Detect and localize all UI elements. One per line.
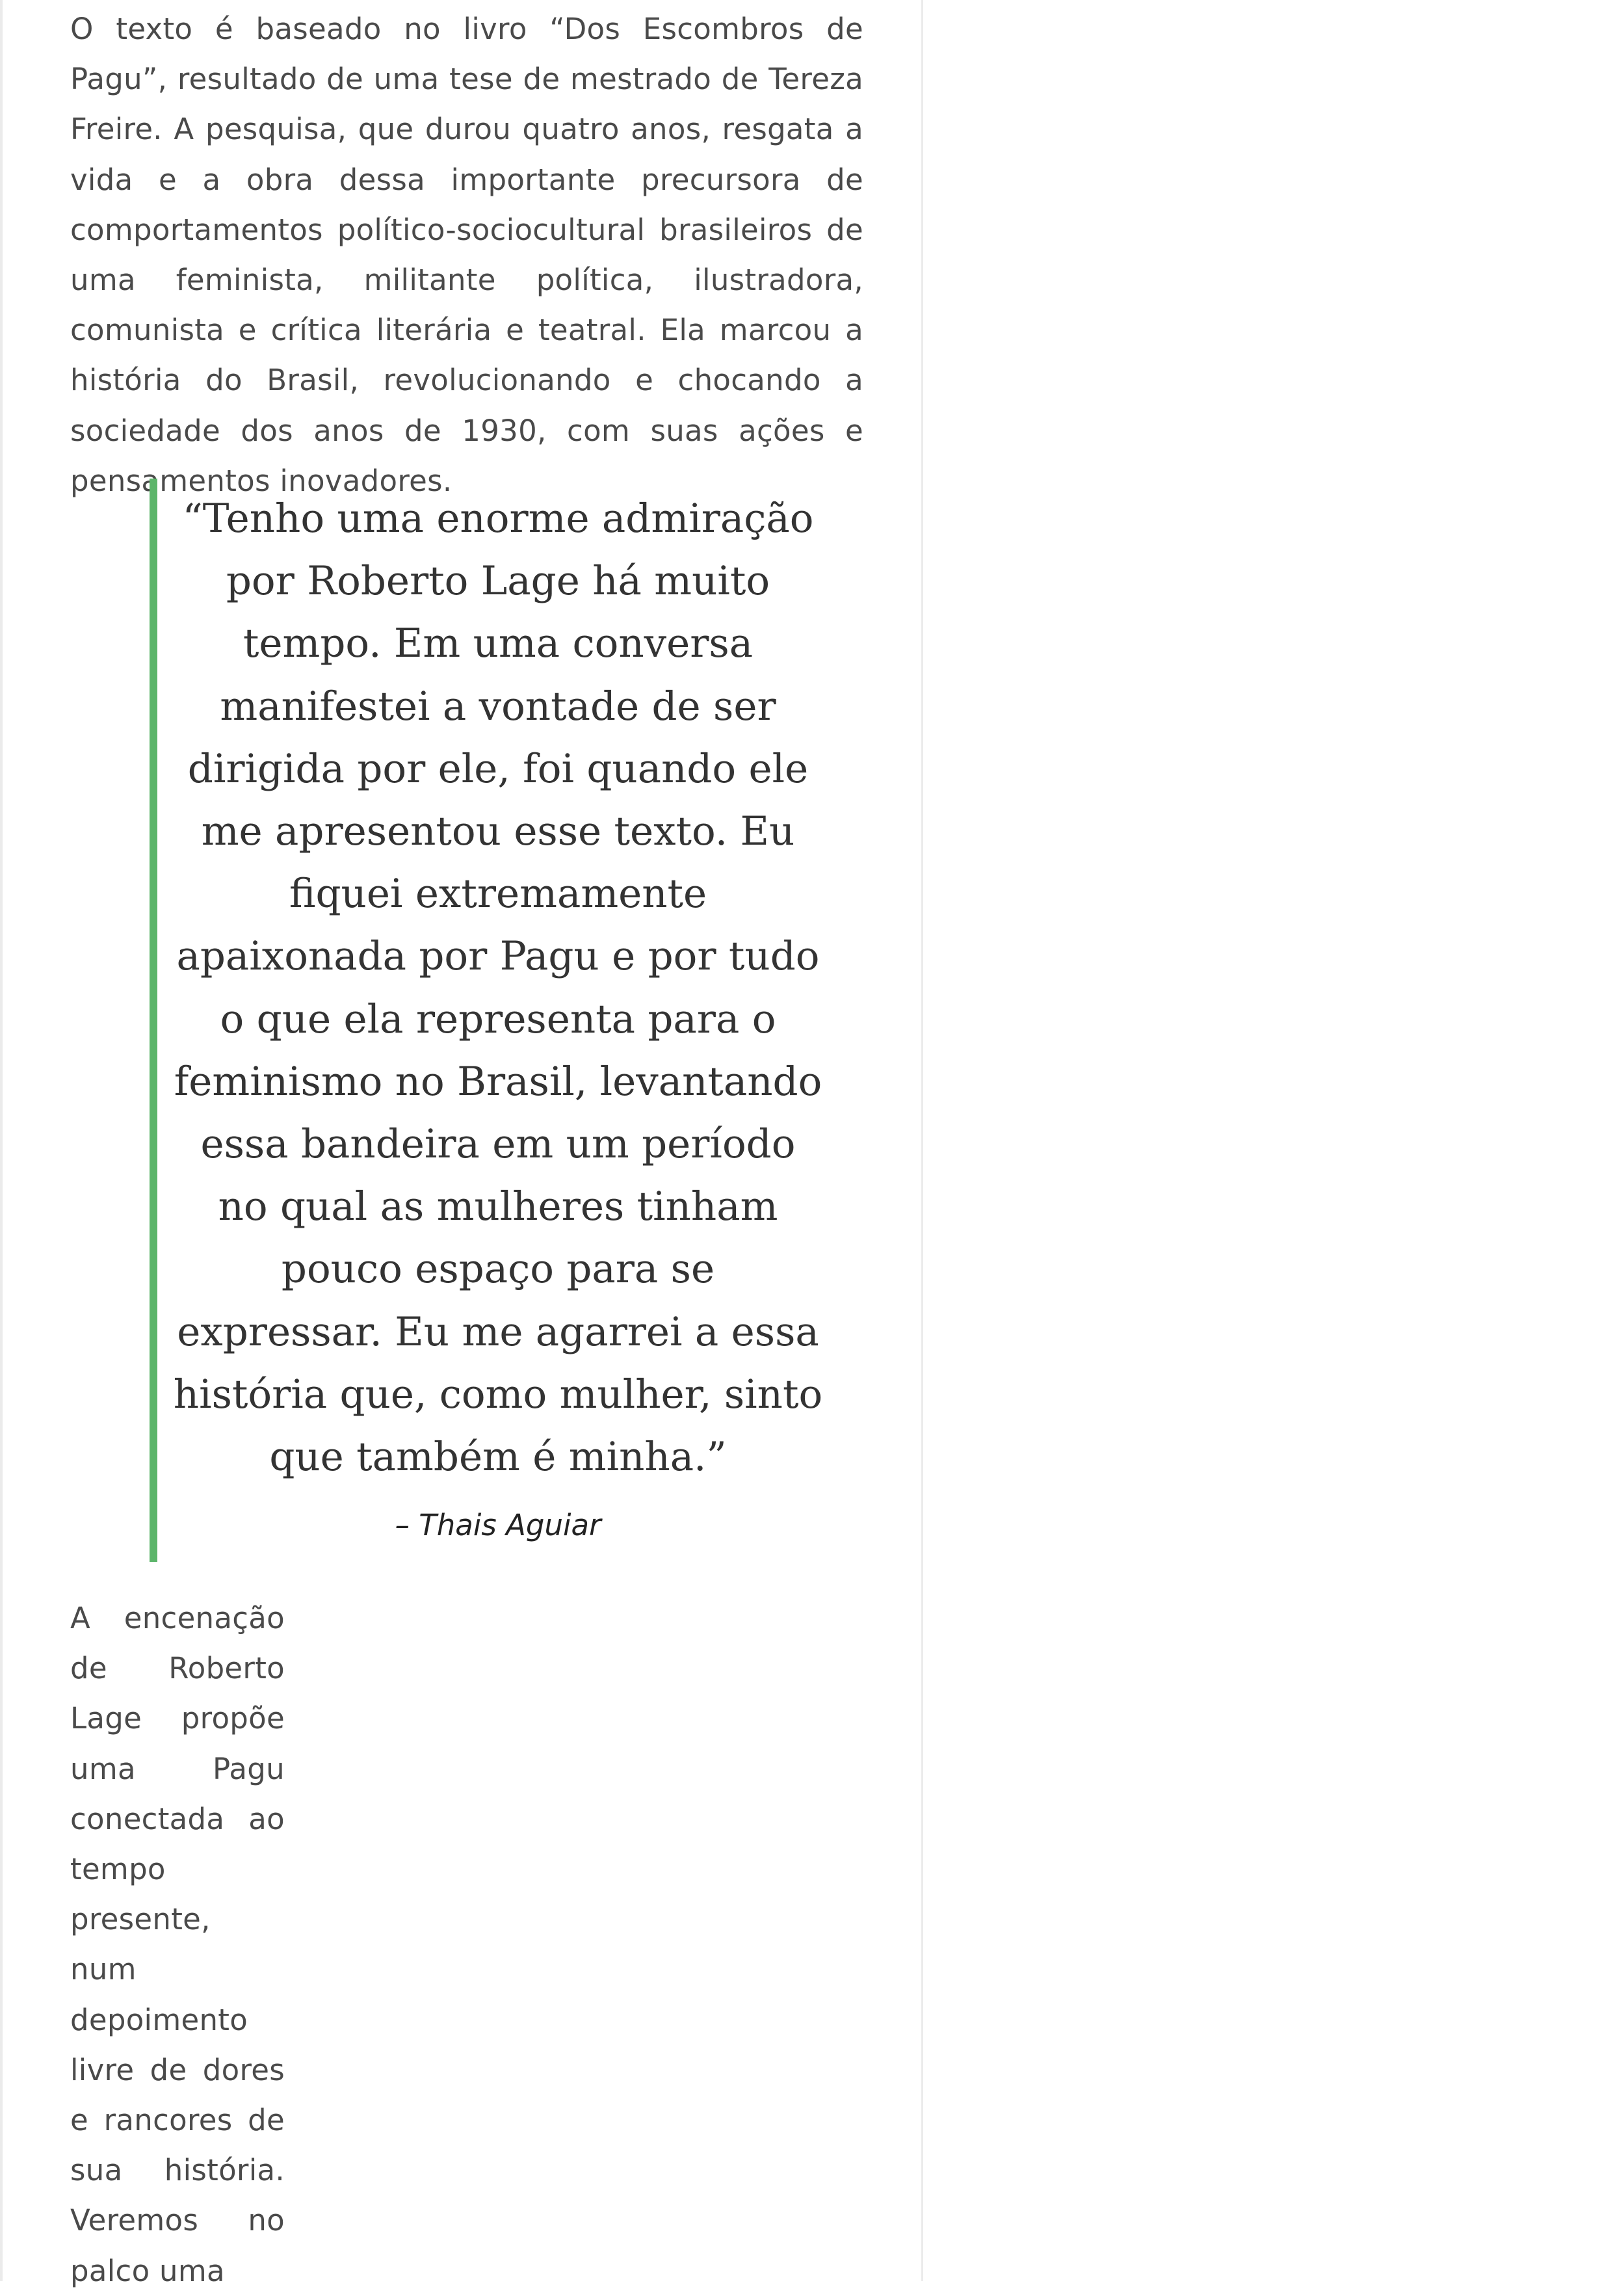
pull-quote xyxy=(150,479,823,1562)
quote-author: – Thais Aguiar xyxy=(395,1508,601,1542)
intro-paragraph: O texto é baseado no livro “Dos Escombros de Pagu”, resultado de uma tese de mestrado de Tereza Freire. A pesquisa, que durou quatro anos, resgata a vida e a obra dessa importante precursora de comportamentos político-sociocultural brasileiros de uma feminista, militante política, ilustradora, comunista e crítica literária e teatral. Ela marcou a história do Brasil, revolucionando e chocando a sociedade dos anos de 1930, com suas ações e pensamentos inovadores. xyxy=(70,12,863,498)
body-paragraph-narrow: A encenação de Roberto Lage propõe uma Pagu conectada ao tempo presente, num depoimento livre de dores e rancores de sua história. Veremos no palco uma xyxy=(70,1601,285,2288)
quote-text: “Tenho uma enorme admiração por Roberto Lage há muito tempo. Em uma conversa manifestei a vontade de ser dirigida por ele, foi quando ele me apresentou esse texto. Eu fiquei extremamente apaixonada por Pagu e por tudo o que ela representa para o feminismo no Brasil, levantando essa bandeira em um período no qual as mulheres tinham pouco espaço para se expressar. Eu me agarrei a essa história que, como mulher, sinto que também é minha.” xyxy=(173,495,823,1481)
